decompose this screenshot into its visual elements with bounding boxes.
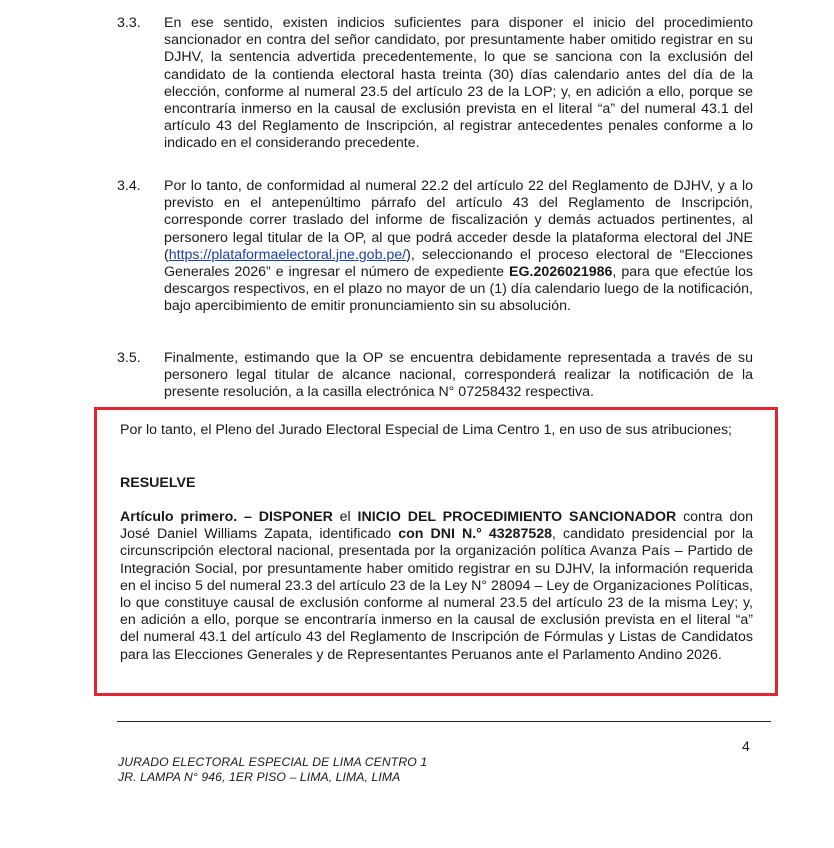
resolution-heading: RESUELVE (120, 475, 196, 491)
footer-organization: JURADO ELECTORAL ESPECIAL DE LIMA CENTRO 1 (118, 755, 428, 769)
section-text-part: , para que efectúe los descargos respectivos, en el plazo no mayor de un (1) día calendario luego de la notificación, bajo apercibimiento de emitir pronunciamiento sin su absolución. (164, 264, 753, 315)
section-number: 3.4. (117, 178, 141, 194)
page-number: 4 (742, 738, 750, 754)
section-text (164, 178, 753, 316)
section-text-part: ), seleccionando el proceso electoral de “Elecciones Generales 2026” e ingresar el número de expediente (164, 246, 753, 281)
section-number: 3.3. (117, 15, 141, 31)
dni-label: con DNI N.° 43287528 (398, 526, 553, 543)
section-text-part: Por lo tanto, de conformidad al numeral 22.2 del artículo 22 del Reglamento de DJHV, y a lo previsto en el antepenúltimo párrafo del artículo 43 del Reglamento de Inscripción, corresponde correr traslado del informe de fiscalización y demás actuados pertinentes, al personero legal titular de la OP, al que podrá acceder desde la plataforma electoral del JNE ( (164, 178, 753, 263)
section-3-5 (117, 350, 753, 402)
section-text: En ese sentido, existen indicios suficientes para disponer el inicio del procedimiento sancionador en contra del señor candidato, por presuntamente haber omitido registrar en su DJHV, la sentencia advertida precedentemente, lo que se sanciona con la exclusión del candidato de la contienda electoral hasta treinta (30) días calendario antes del día de la elección, conforme al numeral 23.5 del artículo 23 de la LOP; y, en adición a ello, porque se encontraría inmerso en la causal de exclusión prevista en el literal “a” del numeral 43.1 del artículo 43 del Reglamento de Inscripción, al registrar antecedentes penales conforme a lo indicado en el considerando precedente. (164, 15, 753, 152)
section-number: 3.5. (117, 350, 141, 366)
article-text-part: , candidato presidencial por la circunscripción electoral nacional, presentada por la organización política Avanza País – Partido de Integración Social, por presuntamente haber omitido registrar en su DJHV, la información requerida en el inciso 5 del numeral 23.3 del artículo 23 de la Ley N° 28094 – Ley de Organizaciones Políticas, lo que constituye causal de exclusión conforme al numeral 23.5 del artículo 23 de la misma Ley; y, en adición a ello, porque se encontraría inmerso en la causal de exclusión prevista en el literal “a” del numeral 43.1 del artículo 43 del Reglamento de Inscripción de Fórmulas y Listas de Candidatos para las Elecciones Generales y de Representantes Peruanos ante el Parlamento Andino 2026. (120, 526, 753, 663)
footer-divider (117, 721, 771, 722)
dispose-word: DISPONER (258, 509, 333, 525)
section-text: Finalmente, estimando que la OP se encuentra debidamente representada a través de su personero legal titular de alcance nacional, corresponderá realizar la notificación de la presente resolución, a la casilla electrónica N° 07258432 respectiva. (164, 350, 753, 401)
footer-address: JR. LAMPA N° 946, 1ER PISO – LIMA, LIMA, LIMA (118, 770, 401, 784)
section-3-4 (117, 178, 753, 316)
article-text-part: contra don José Daniel Williams Zapata, identificado (120, 509, 753, 543)
article-text-part: el (339, 509, 351, 525)
article-label: Artículo primero. – (120, 509, 252, 525)
proceeding-title: INICIO DEL PROCEDIMIENTO SANCIONADOR (357, 509, 677, 525)
article-first (120, 509, 753, 664)
resolution-intro: Por lo tanto, el Pleno del Jurado Electoral Especial de Lima Centro 1, en uso de sus atribuciones; (120, 422, 732, 438)
platform-link[interactable]: https://plataformaelectoral.jne.gob.pe/ (168, 246, 407, 263)
section-3-3 (117, 15, 753, 153)
expediente-number: EG.2026021986 (509, 264, 613, 281)
